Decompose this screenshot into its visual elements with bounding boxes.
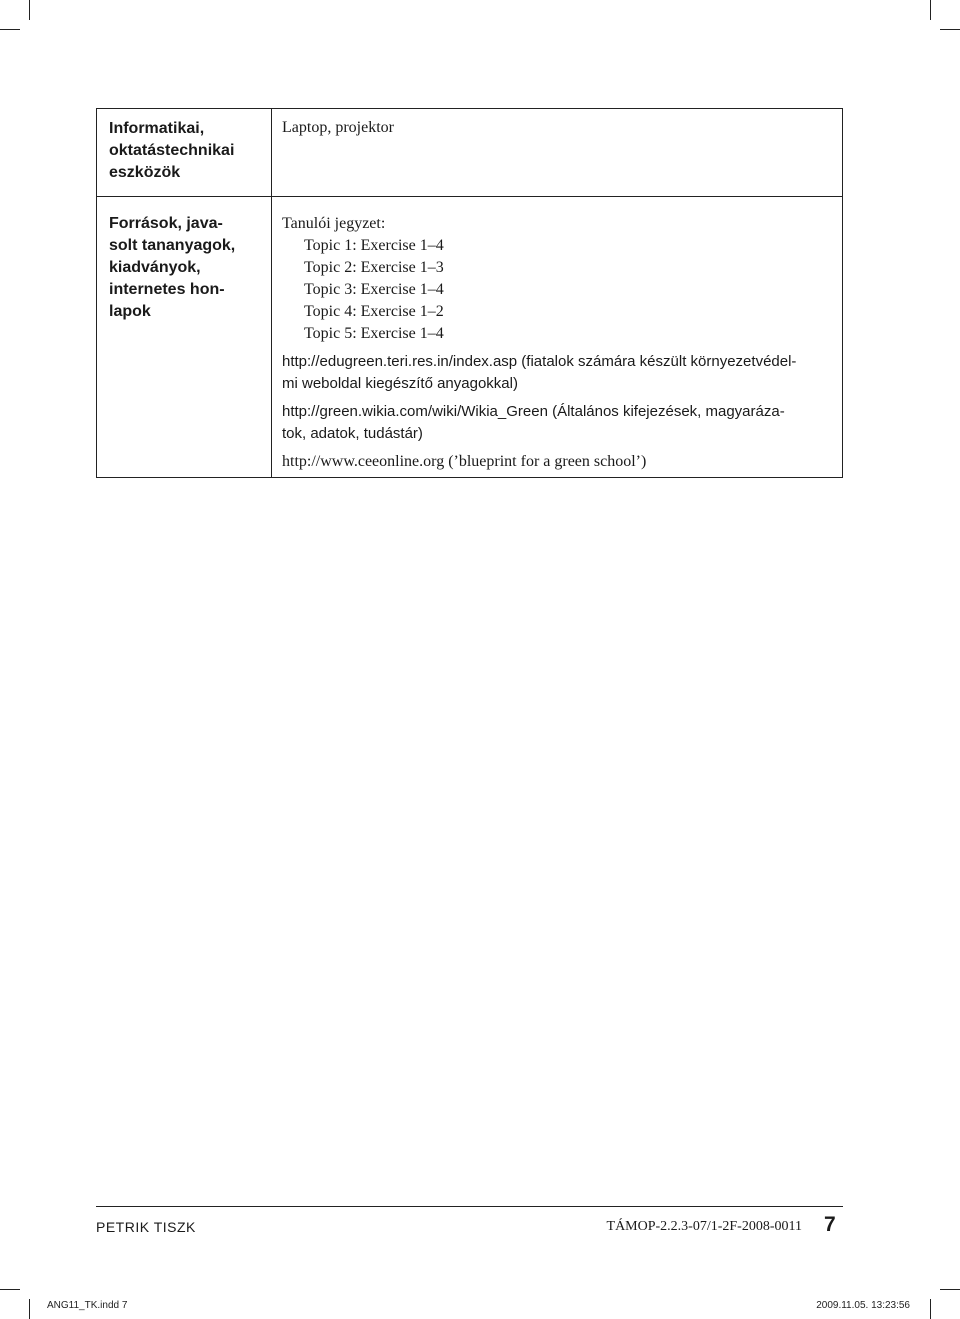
topic-item: Topic 1: Exercise 1–4 bbox=[304, 237, 444, 254]
crop-mark-top-right bbox=[930, 0, 931, 20]
link-wikia-green[interactable]: http://green.wikia.com/wiki/Wikia_Green (Általános kifejezések, magyaráza- tok, adatok, tudástár) bbox=[282, 403, 785, 442]
label-it-tools: Informatikai, oktatástechnikai eszközök bbox=[97, 109, 272, 197]
crop-mark-bottom-right bbox=[930, 1299, 931, 1319]
table-row-it-tools bbox=[97, 109, 843, 197]
page-number: 7 bbox=[824, 1213, 836, 1236]
crop-mark-top-right-h bbox=[940, 29, 960, 30]
resources-table bbox=[96, 108, 843, 478]
value-sources bbox=[272, 197, 843, 478]
crop-mark-top-left-h bbox=[0, 29, 20, 30]
footer-rule bbox=[96, 1206, 843, 1207]
crop-mark-top-left bbox=[29, 0, 30, 20]
footer-publisher: PETRIK TISZK bbox=[96, 1219, 196, 1235]
label-sources: Források, java- solt tananyagok, kiadványok, internetes hon- lapok bbox=[97, 197, 272, 478]
topic-item: Topic 4: Exercise 1–2 bbox=[304, 303, 444, 320]
crop-mark-bottom-right-h bbox=[940, 1289, 960, 1290]
link-ceeonline[interactable]: http://www.ceeonline.org (’blueprint for a green school’) bbox=[282, 453, 647, 470]
topic-item: Topic 5: Exercise 1–4 bbox=[304, 325, 444, 342]
value-it-tools: Laptop, projektor bbox=[272, 109, 843, 197]
crop-mark-bottom-left-h bbox=[0, 1289, 20, 1290]
footer-project-code: TÁMOP-2.2.3-07/1-2F-2008-0011 bbox=[606, 1219, 802, 1234]
slug-file: ANG11_TK.indd 7 bbox=[47, 1300, 128, 1311]
topic-item: Topic 2: Exercise 1–3 bbox=[304, 259, 444, 276]
crop-mark-bottom-left bbox=[29, 1299, 30, 1319]
table-row-sources bbox=[97, 197, 843, 478]
topic-item: Topic 3: Exercise 1–4 bbox=[304, 281, 444, 298]
student-notes-heading: Tanulói jegyzet: bbox=[282, 215, 386, 232]
link-edugreen[interactable]: http://edugreen.teri.res.in/index.asp (fiatalok számára készült környezetvédel- mi weboldal kiegészítő anyagokkal) bbox=[282, 353, 797, 392]
slug-timestamp: 2009.11.05. 13:23:56 bbox=[816, 1300, 910, 1311]
